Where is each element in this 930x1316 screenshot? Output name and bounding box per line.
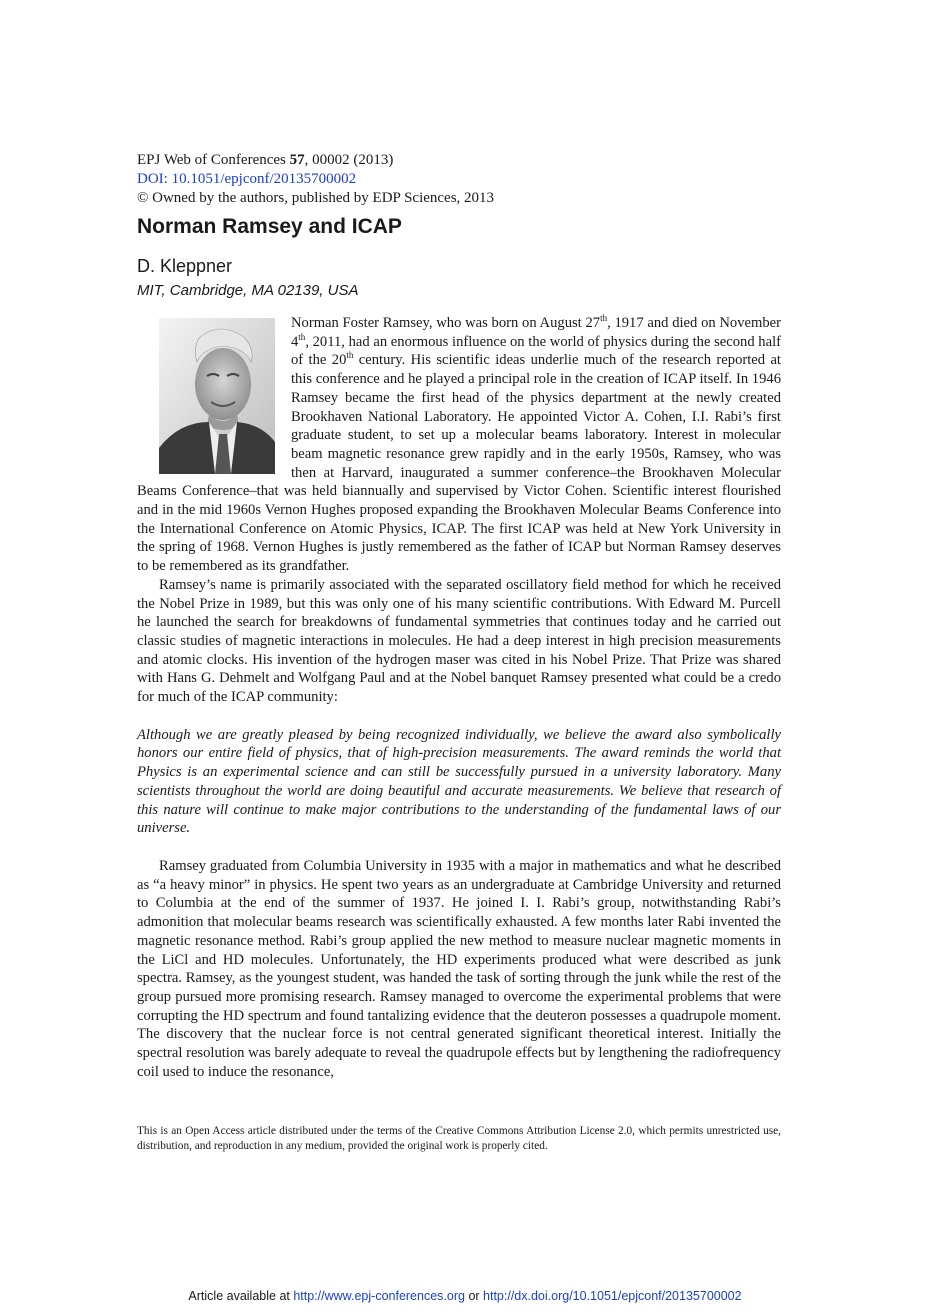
doi-url-link[interactable]: http://dx.doi.org/10.1051/epjconf/20135700002 — [483, 1289, 742, 1303]
license-footnote: This is an Open Access article distributed under the terms of the Creative Commons Attribution License 2.0, which permits unrestricted use, distribution, and reproduction in any medium, provided the original work is properly cited. — [137, 1125, 781, 1152]
author-name: D. Kleppner — [137, 256, 233, 276]
epj-conferences-link[interactable]: http://www.epj-conferences.org — [293, 1289, 465, 1303]
portrait-photo-icon — [159, 318, 275, 474]
article-title: Norman Ramsey and ICAP — [137, 215, 402, 238]
author-affiliation: MIT, Cambridge, MA 02139, USA — [137, 282, 359, 299]
journal-header — [137, 151, 797, 208]
doi-link[interactable]: DOI: 10.1051/epjconf/20135700002 — [137, 171, 357, 187]
paragraph-3: Ramsey graduated from Columbia University in 1935 with a major in mathematics and what he described as “a heavy minor” in physics. He spent two years as an undergraduate at Cambridge University and returned to Columbia at the end of the summer of 1937. He joined I. I. Rabi’s group, notwithstanding Rabi’s admonition that molecular beams research was scientifically exhausted. A few months later Rabi invented the magnetic resonance method. Rabi’s group applied the new method to measure nuclear magnetic moments in the LiCl and HD molecules. Unfortunately, the HD experiments produced what were described as junk spectra. Ramsey, as the youngest student, was handed the task of sorting through the junk while the rest of the group pursued more promising research. Ramsey managed to overcome the experimental problems that were corrupting the HD spectrum and found tantalizing evidence that the deuteron possesses a quadrupole moment. The discovery that the nuclear force is not central generated significant theoretical interest. Initially the spectral resolution was barely adequate to reveal the quadrupole effects but by lengthening the radiofrequency coil used to induce the resonance, — [137, 857, 781, 1080]
copyright-line: © Owned by the authors, published by EDP Sciences, 2013 — [137, 190, 495, 206]
volume-number: 57 — [289, 152, 305, 168]
paragraph-2: Ramsey’s name is primarily associated with the separated oscillatory field method for which he received the Nobel Prize in 1989, but this was only one of his many scientific contributions. With Edward M. Purcell he launched the search for breakdowns of fundamental symmetries that continues today and he carried out classic studies of magnetic interactions in molecules. He had a deep interest in high precision measurements and atomic clocks. His invention of the hydrogen maser was cited in his Nobel Prize. That Prize was shared with Hans G. Dehmelt and Wolfgang Paul and at the Nobel banquet Ramsey presented what could be a credo for much of the ICAP community: — [137, 576, 781, 706]
journal-citation: EPJ Web of Conferences 57, 00002 (2013) — [137, 152, 394, 168]
paragraph-1: Norman Foster Ramsey, who was born on August 27th, 1917 and died on November 4th, 2011, had an enormous influence on the world of physics during the second half of the 20th century. His scientific ideas underlie much of the research reported at this conference and he played a principal role in the creation of ICAP itself. In 1946 Ramsey became the first head of the physics department at the newly created Brookhaven National Laboratory. He appointed Victor A. Cohen, I.I. Rabi’s first graduate student, to set up a molecular beams laboratory. Interest in molecular beam magnetic resonance grew rapidly and in the early 1950s, Ramsey, who was then at Harvard, inaugurated a summer conference–the Brookhaven Molecular Beams Conference–that was held biannually and supervised by Victor Cohen. Scientific interest flourished and in the mid 1960s Vernon Hughes proposed expanding the Brookhaven Molecular Beams Conference into the International Conference on Atomic Physics, ICAP. The first ICAP was held at New York University in the spring of 1968. Vernon Hughes is justly remembered as the father of ICAP but Norman Ramsey deserves to be remembered as its grandfather. — [137, 313, 781, 575]
article-availability: Article available at http://www.epj-conferences.org or http://dx.doi.org/10.1051/epjconf/20135700002 — [188, 1289, 742, 1303]
nobel-quote: Although we are greatly pleased by being recognized individually, we believe the award also symbolically honors our entire field of physics, that of high-precision measurements. The award reminds the world that Physics is an experimental science and can still be successfully pursued in a university laboratory. Many scientists throughout the world are doing beautiful and accurate measurements. We believe that research of this nature will continue to make major contributions to the understanding of the fundamental laws of our universe. — [137, 726, 781, 837]
article-body — [137, 314, 781, 1081]
